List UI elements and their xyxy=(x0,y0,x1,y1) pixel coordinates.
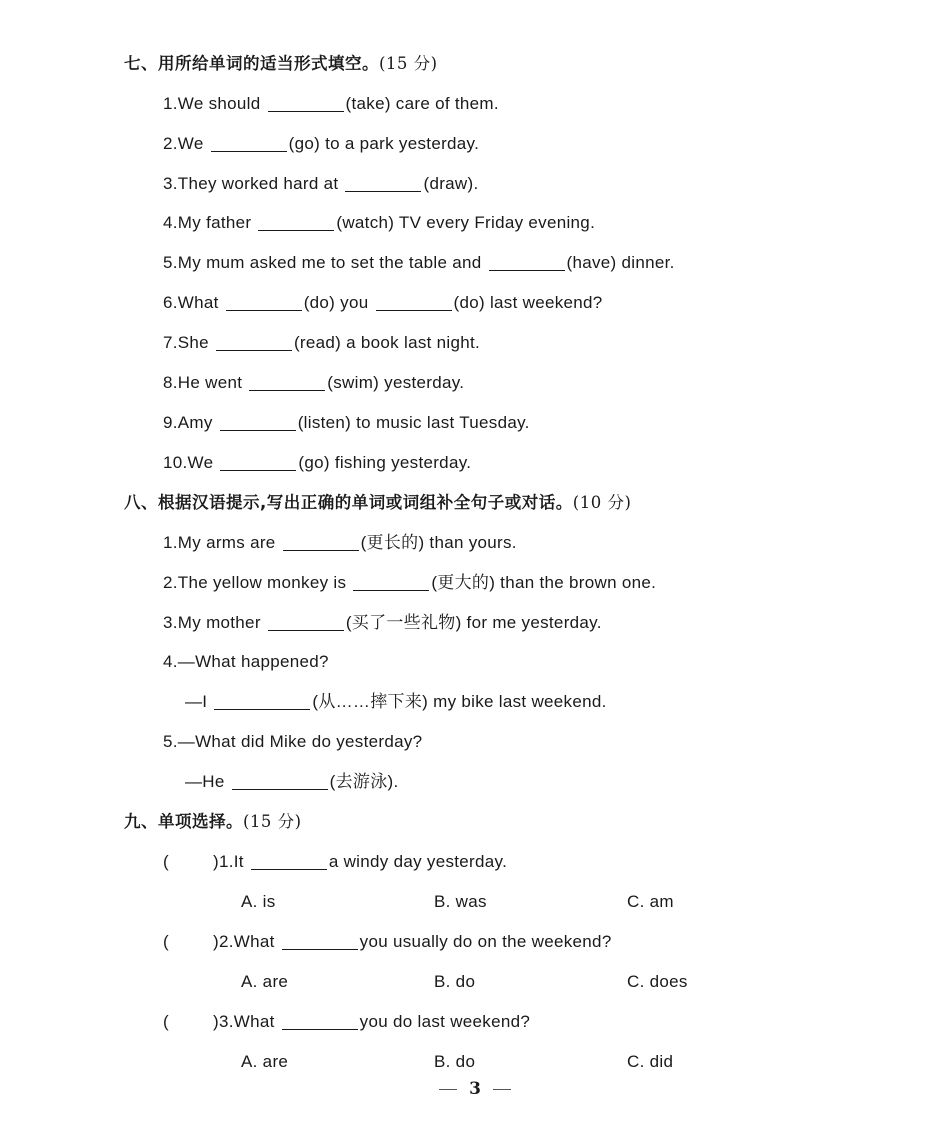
answer-blank[interactable] xyxy=(220,454,296,471)
s8-q3 xyxy=(163,612,602,634)
answer-blank[interactable] xyxy=(258,214,334,231)
q-text: (去游泳). xyxy=(329,772,399,791)
option-b[interactable]: B. do xyxy=(434,972,476,991)
s7-q10 xyxy=(163,452,471,474)
q-text: (draw). xyxy=(423,174,479,193)
answer-paren[interactable]: ( xyxy=(163,852,169,871)
q-text: Amy xyxy=(177,413,213,432)
answer-blank[interactable] xyxy=(226,294,302,311)
s7-q1 xyxy=(163,93,499,115)
q-text: (do) you xyxy=(303,293,369,312)
answer-blank[interactable] xyxy=(249,374,325,391)
answer-paren[interactable]: ( xyxy=(163,932,169,951)
q-text: (have) dinner. xyxy=(566,253,675,272)
footer-dash xyxy=(493,1089,511,1090)
answer-blank[interactable] xyxy=(216,334,292,351)
q-text: you usually do on the weekend? xyxy=(359,932,612,951)
s9-q1 xyxy=(163,851,507,873)
q-text: (listen) to music last Tuesday. xyxy=(297,413,530,432)
q-num: 2. xyxy=(163,573,178,592)
q-text: (read) a book last night. xyxy=(293,333,481,352)
q-text: (从……摔下来) my bike last weekend. xyxy=(312,692,607,711)
q-num: 6. xyxy=(163,293,178,312)
q-num: 3. xyxy=(163,613,178,632)
s8-q2 xyxy=(163,572,656,594)
q-num: )1. xyxy=(213,852,234,871)
q-text: (买了一些礼物) for me yesterday. xyxy=(345,613,602,632)
section-9-score: (15 分) xyxy=(243,812,302,831)
q-text: (take) care of them. xyxy=(345,94,499,113)
page-number: 3 xyxy=(469,1079,481,1099)
q-text: We should xyxy=(177,94,261,113)
q-text: What xyxy=(177,293,219,312)
section-8-heading xyxy=(124,492,631,514)
q-text: (watch) TV every Friday evening. xyxy=(336,213,596,232)
q-text: My mother xyxy=(177,613,261,632)
q-text: We xyxy=(177,134,204,153)
answer-blank[interactable] xyxy=(220,414,296,431)
q-text: a windy day yesterday. xyxy=(328,852,508,871)
s7-q3 xyxy=(163,173,478,195)
option-c[interactable]: C. am xyxy=(627,892,674,911)
q-text: (do) last weekend? xyxy=(453,293,603,312)
s7-q2 xyxy=(163,133,479,155)
q-text: My arms are xyxy=(177,533,276,552)
answer-blank[interactable] xyxy=(282,933,358,950)
s7-q4 xyxy=(163,212,595,234)
answer-blank[interactable] xyxy=(353,574,429,591)
answer-blank[interactable] xyxy=(489,254,565,271)
q-text: (更长的) than yours. xyxy=(360,533,517,552)
q-text: (go) fishing yesterday. xyxy=(298,453,472,472)
answer-blank[interactable] xyxy=(282,1013,358,1030)
q-text: The yellow monkey is xyxy=(177,573,347,592)
option-c[interactable]: C. did xyxy=(627,1052,674,1071)
q-num: 5. xyxy=(163,732,178,751)
footer-dash xyxy=(439,1089,457,1090)
option-a[interactable]: A. are xyxy=(241,1052,289,1071)
answer-blank[interactable] xyxy=(376,294,452,311)
section-7-heading xyxy=(124,53,438,75)
q-num: 4. xyxy=(163,652,178,671)
s7-q6 xyxy=(163,292,603,314)
answer-blank[interactable] xyxy=(232,773,328,790)
q-num: 9. xyxy=(163,413,178,432)
section-8-score: (10 分) xyxy=(572,493,632,512)
section-9-title: 九、单项选择。 xyxy=(124,812,243,831)
s8-q5-reply xyxy=(185,771,399,793)
q-text: My mum asked me to set the table and xyxy=(177,253,482,272)
option-a[interactable]: A. is xyxy=(241,892,276,911)
q-text: What xyxy=(233,1012,275,1031)
q-text: My father xyxy=(177,213,252,232)
option-b[interactable]: B. was xyxy=(434,892,487,911)
answer-blank[interactable] xyxy=(345,175,421,192)
s7-q9 xyxy=(163,412,530,434)
q-text: We xyxy=(187,453,214,472)
answer-blank[interactable] xyxy=(214,693,310,710)
s7-q7 xyxy=(163,332,480,354)
answer-blank[interactable] xyxy=(251,853,327,870)
q-text: They worked hard at xyxy=(177,174,339,193)
q-num: 10. xyxy=(163,453,188,472)
s9-q2 xyxy=(163,931,612,953)
q-text: —What did Mike do yesterday? xyxy=(177,732,423,751)
option-c[interactable]: C. does xyxy=(627,972,688,991)
q-num: 1. xyxy=(163,94,178,113)
s7-q5 xyxy=(163,252,675,274)
section-8-title: 八、根据汉语提示,写出正确的单词或词组补全句子或对话。 xyxy=(124,493,573,512)
q-num: 5. xyxy=(163,253,178,272)
q-text: He went xyxy=(177,373,243,392)
q-text: —He xyxy=(185,772,225,791)
q-text: (swim) yesterday. xyxy=(327,373,465,392)
q-num: 1. xyxy=(163,533,178,552)
q-text: She xyxy=(177,333,209,352)
q-text: you do last weekend? xyxy=(359,1012,531,1031)
s8-q5-question xyxy=(163,731,422,753)
answer-blank[interactable] xyxy=(211,135,287,152)
page-footer xyxy=(0,1079,950,1099)
q-text: (更大的) than the brown one. xyxy=(431,573,657,592)
q-num: 2. xyxy=(163,134,178,153)
s9-q3 xyxy=(163,1011,530,1033)
q-text: —What happened? xyxy=(177,652,329,671)
q-text: (go) to a park yesterday. xyxy=(288,134,480,153)
q-text: —I xyxy=(185,692,208,711)
q-num: 8. xyxy=(163,373,178,392)
q-num: )3. xyxy=(213,1012,234,1031)
q-text: It xyxy=(233,852,244,871)
answer-paren[interactable]: ( xyxy=(163,1012,169,1031)
option-b[interactable]: B. do xyxy=(434,1052,476,1071)
q-num: 4. xyxy=(163,213,178,232)
answer-blank[interactable] xyxy=(283,534,359,551)
s8-q4-reply xyxy=(185,691,607,713)
section-9-heading xyxy=(124,811,302,833)
option-a[interactable]: A. are xyxy=(241,972,289,991)
answer-blank[interactable] xyxy=(268,614,344,631)
section-7-score: (15 分) xyxy=(379,54,438,73)
q-num: 7. xyxy=(163,333,178,352)
q-text: What xyxy=(233,932,275,951)
s8-q4-question xyxy=(163,651,329,673)
section-7-title: 七、用所给单词的适当形式填空。 xyxy=(124,54,379,73)
q-num: )2. xyxy=(213,932,234,951)
s7-q8 xyxy=(163,372,464,394)
s8-q1 xyxy=(163,532,517,554)
q-num: 3. xyxy=(163,174,178,193)
answer-blank[interactable] xyxy=(268,95,344,112)
